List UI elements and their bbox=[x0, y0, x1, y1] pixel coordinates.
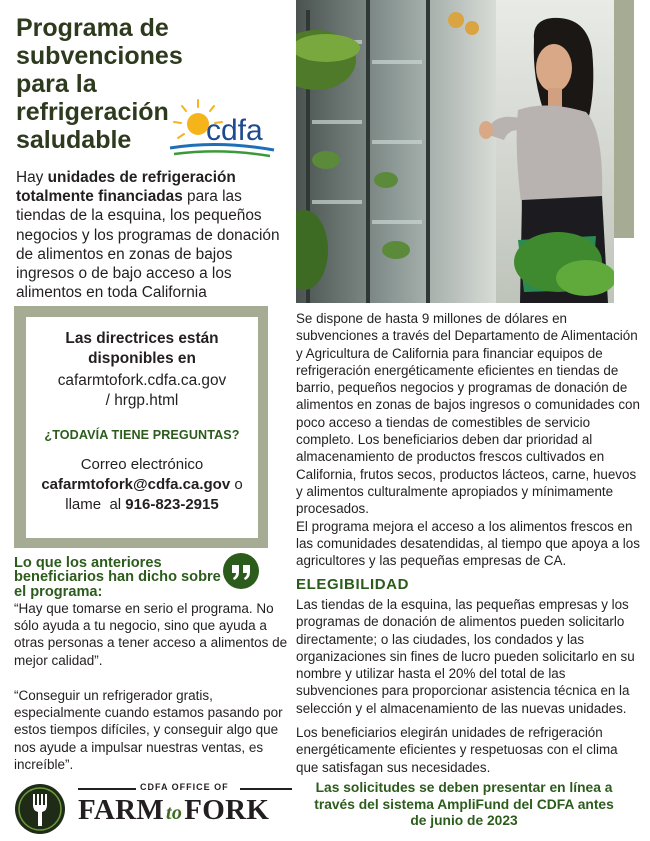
eligibility-para-2: Los beneficiarios elegirán unidades de refrigeración energéticamente eficientes y respetuosas con el clima que satisfagan sus necesidades. bbox=[296, 725, 618, 775]
quote-icon bbox=[223, 553, 259, 589]
grocery-photo bbox=[296, 0, 614, 303]
contact-info bbox=[26, 455, 258, 515]
farm-to-fork-office: CDFA OFFICE OF bbox=[140, 782, 229, 792]
fork-icon bbox=[15, 784, 65, 834]
intro-prefix: Hay bbox=[16, 169, 48, 186]
testimonial-quote-2: “Conseguir un refrigerador gratis, especialmente cuando estamos pasando por estos tiempos difíciles, y conseguir algo que nos ayude a impulsar nuestras ventas, es increíble”. bbox=[14, 688, 283, 772]
guidelines-box bbox=[14, 306, 268, 548]
guidelines-url[interactable]: cafarmtofork.cdfa.ca.gov / hrgp.html bbox=[57, 372, 227, 409]
program-description bbox=[296, 310, 642, 569]
phone-number[interactable]: 916-823-2915 bbox=[125, 496, 219, 513]
intro-text bbox=[16, 168, 292, 302]
woman-at-refrigerator-image bbox=[296, 0, 614, 303]
cdfa-logo-text: cdfa bbox=[206, 114, 263, 147]
application-deadline: Las solicitudes se deben presentar en línea a través del sistema AmpliFund del CDFA antes de junio de 2023 bbox=[314, 780, 614, 828]
testimonial-quote-1: “Hay que tomarse en serio el programa. No sólo ayuda a tu negocio, sino que ayuda a otras personas a tener acceso a alimentos de mejor calidad”. bbox=[14, 601, 288, 668]
eligibility-para-1: Las tiendas de la esquina, las pequeñas empresas y los programas de donación de alimentos pueden solicitarlo directamente; o las ciudades, los condados y las organizaciones sin fines de lucro pueden solicitarlo en su nombre y utilizar hasta el 20% del total de las subvenciones para proporcionar asistencia técnica en la selección y el almacenamiento de las nuevas unidades. bbox=[296, 597, 635, 716]
logo-rule-right bbox=[240, 788, 292, 790]
eligibility-heading: ELEGIBILIDAD bbox=[296, 576, 410, 593]
email-link[interactable]: cafarmtofork@cdfa.ca.gov bbox=[41, 476, 231, 493]
phone-line bbox=[26, 495, 258, 515]
program-description-para-1: Se dispone de hasta 9 millones de dólares en subvenciones a través del Departamento de Alimentación y Agricultura de California para financiar equipos de refrigeración energéticamente eficientes en tiendas de barrio, pequeños negocios y programas de donación de alimentos en zonas de bajos ingresos o comunidades con poco acceso a tiendas de comestibles de servicio completo. Los beneficiarios deben dar prioridad al almacenamiento de productos frescos cultivados en California, frutos secos, productos lácteos, carne, huevos y alimentos culturalmente apropiados y mínimamente procesados. bbox=[296, 311, 640, 517]
guidelines-heading: Las directrices están disponibles en bbox=[65, 330, 219, 367]
logo-farm: FARM bbox=[78, 794, 165, 826]
cdfa-logo bbox=[168, 96, 278, 162]
page-title: Programa de subvenciones para la refrigeración saludable bbox=[16, 14, 183, 154]
guidelines-inner bbox=[26, 317, 258, 538]
farm-to-fork-logo bbox=[78, 794, 269, 827]
logo-fork: FORK bbox=[184, 794, 270, 826]
phone-label: llame al bbox=[65, 496, 126, 513]
photo-accent-band bbox=[614, 0, 634, 238]
logo-to: to bbox=[166, 802, 183, 824]
intro-bold: unidades de refrigeración totalmente financiadas bbox=[16, 169, 236, 206]
email-label: Correo electrónico bbox=[80, 456, 204, 473]
or-text: o bbox=[230, 476, 243, 493]
questions-heading: ¿TODAVÍA TIENE PREGUNTAS? bbox=[44, 428, 240, 442]
program-description-para-2: El programa mejora el acceso a los alimentos frescos en las comunidades desatendidas, al tiempo que apoya a los agricultores y las pequeñas empresas de CA. bbox=[296, 518, 640, 569]
logo-rule-left bbox=[78, 788, 136, 790]
testimonials-heading: Lo que los anteriores beneficiarios han dicho sobre el programa: bbox=[14, 555, 221, 600]
intro-suffix: para las tiendas de la esquina, los pequeños negocios y los programas de donación de alimentos en zonas de bajos ingresos o de bajo acceso a los alimentos en toda California bbox=[16, 188, 280, 302]
email-line bbox=[26, 475, 258, 495]
